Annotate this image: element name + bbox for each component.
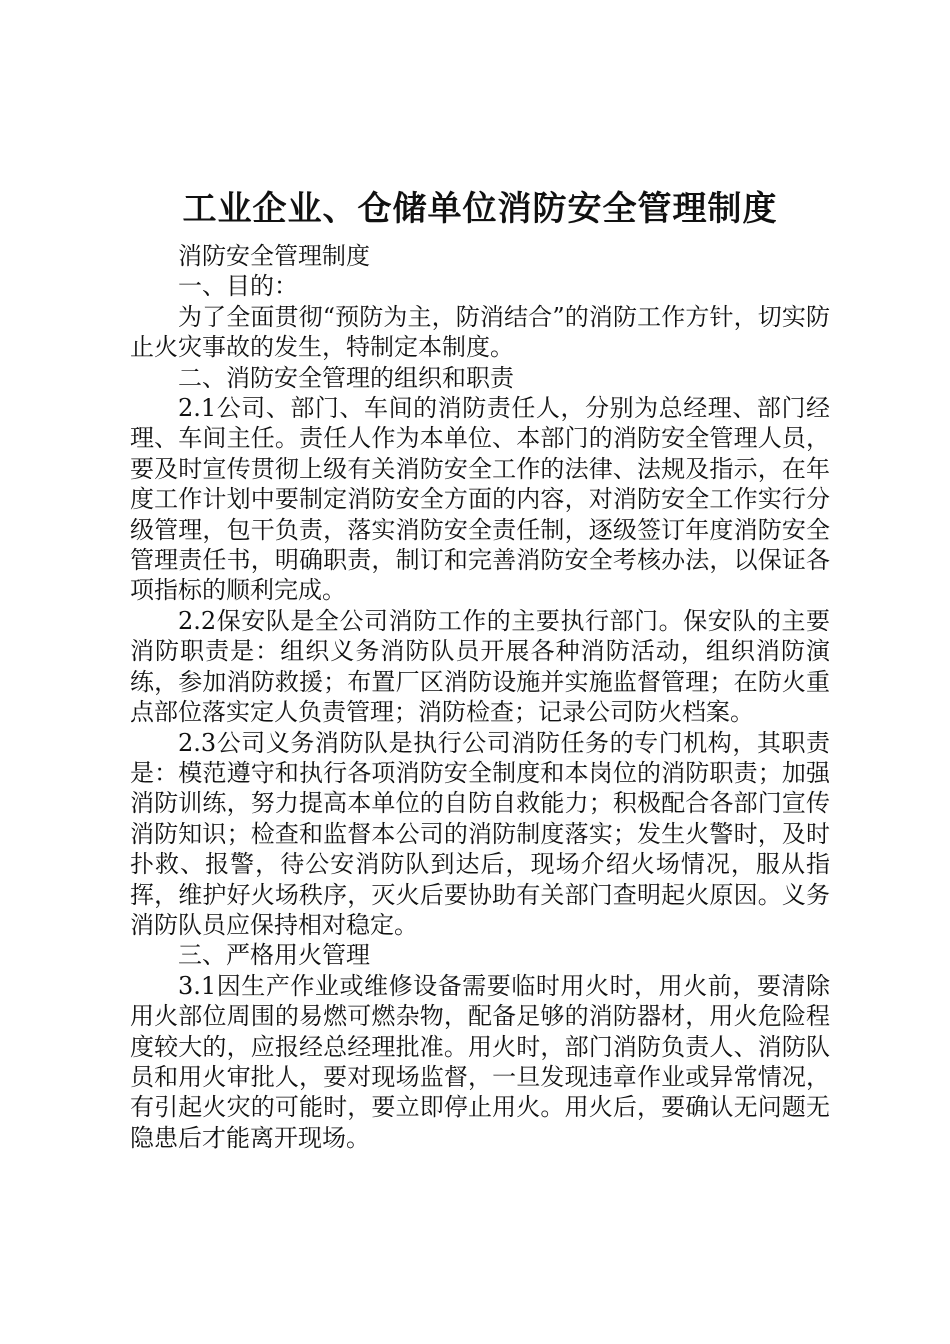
section-heading-fire-use: 三、严格用火管理 [178, 941, 370, 970]
clause-3-1-paragraph: 3.1因生产作业或维修设备需要临时用火时，用火前，要清除用火部位周围的易燃可燃杂物，配备足够的消防器材，用火危险程度较大的，应报经总经理批准。用火时，部门消防负责人、消防队员和用火审批人，要对现场监督，一旦发现违章作业或异常情况，有引起火灾的可能时，要立即停止用火。用火后，要确认无问题无隐患后才能离开现场。 [130, 971, 830, 1152]
clause-2-1-paragraph: 2.1公司、部门、车间的消防责任人，分别为总经理、部门经理、车间主任。责任人作为本单位、本部门的消防安全管理人员，要及时宣传贯彻上级有关消防安全工作的法律、法规及指示，在年度工作计划中要制定消防安全方面的内容，对消防安全工作实行分级管理，包干负责，落实消防安全责任制，逐级签订年度消防安全管理责任书，明确职责，制订和完善消防安全考核办法，以保证各项指标的顺利完成。 [130, 394, 830, 605]
section-heading-organization: 二、消防安全管理的组织和职责 [178, 363, 514, 392]
section-heading-purpose: 一、目的： [178, 272, 298, 301]
clause-2-3-paragraph: 2.3公司义务消防队是执行公司消防任务的专门机构，其职责是：模范遵守和执行各项消防安全制度和本岗位的消防职责；加强消防训练，努力提高本单位的自防自救能力；积极配合各部门宣传消防知识；检查和监督本公司的消防制度落实；发生火警时，及时扑救、报警，待公安消防队到达后，现场介绍火场情况，服从指挥，维护好火场秩序，灭火后要协助有关部门查明起火原因。义务消防队员应保持相对稳定。 [130, 728, 830, 939]
clause-2-2-paragraph: 2.2保安队是全公司消防工作的主要执行部门。保安队的主要消防职责是：组织义务消防队员开展各种消防活动，组织消防演练，参加消防救援；布置厂区消防设施并实施监督管理；在防火重点部位落实定人负责管理；消防检查；记录公司防火档案。 [130, 606, 830, 727]
subtitle-paragraph: 消防安全管理制度 [178, 242, 370, 270]
purpose-paragraph: 为了全面贯彻“预防为主，防消结合”的消防工作方针，切实防止火灾事故的发生，特制定本制度。 [130, 302, 830, 362]
document-title: 工业企业、仓储单位消防安全管理制度 [182, 189, 778, 229]
document-page [130, 183, 830, 1153]
